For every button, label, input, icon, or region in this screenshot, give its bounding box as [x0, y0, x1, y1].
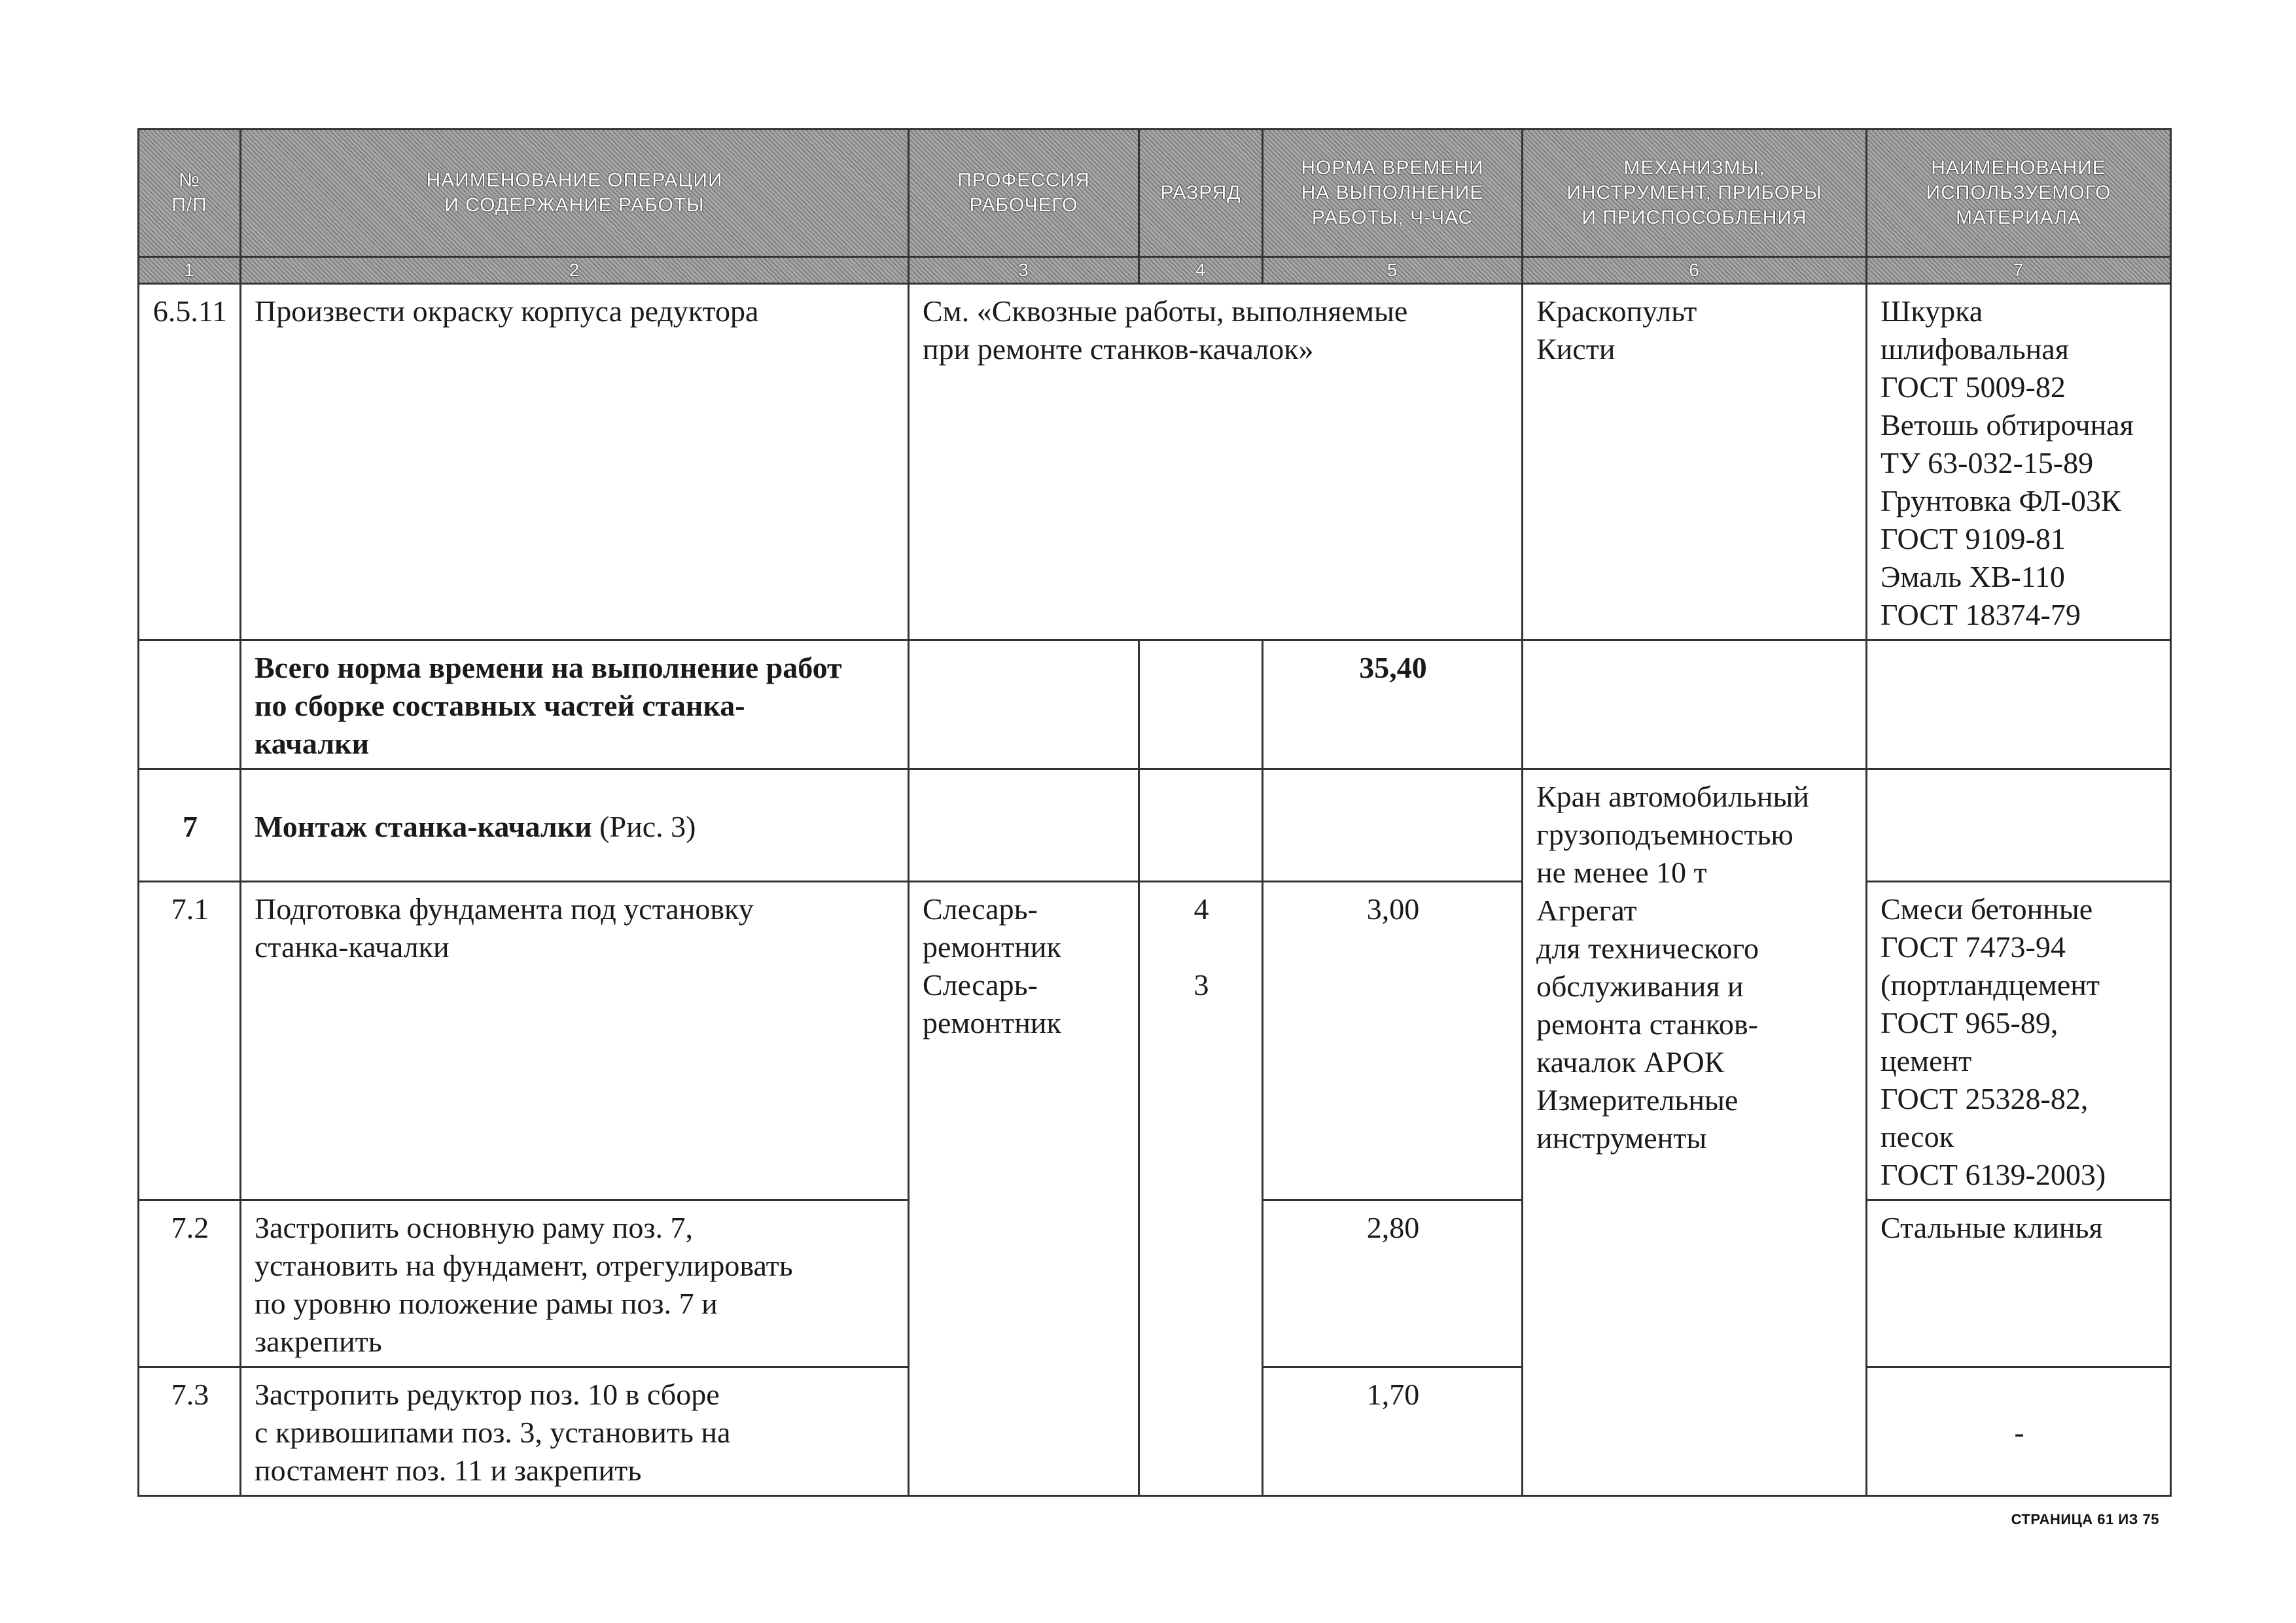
operation-name: Застропить редуктор поз. 10 в сборе с кривошипами поз. 3, установить на постамент поз. 11 и закрепить	[241, 1367, 909, 1496]
header-col-operation: НАИМЕНОВАНИЕ ОПЕРАЦИИ И СОДЕРЖАНИЕ РАБОТЫ	[241, 130, 909, 257]
norm-value: 2,80	[1263, 1200, 1523, 1367]
column-number: 3	[909, 257, 1139, 284]
row-number: 7.2	[139, 1200, 241, 1367]
empty-cell	[1139, 640, 1263, 769]
reference-note: См. «Сквозные работы, выполняемые при ремонте станков-качалок»	[909, 284, 1523, 640]
total-norm-value: 35,40	[1263, 640, 1523, 769]
section-title	[241, 769, 909, 882]
row-number: 6.5.11	[139, 284, 241, 640]
table-row	[139, 882, 2171, 1200]
section-title-bold: Монтаж станка-качалки	[255, 809, 592, 843]
column-number: 6	[1523, 257, 1867, 284]
header-col-norm: НОРМА ВРЕМЕНИ НА ВЫПОЛНЕНИЕ РАБОТЫ, Ч-ЧАС	[1263, 130, 1523, 257]
materials-cell: -	[1867, 1367, 2171, 1496]
section-title-suffix: (Рис. 3)	[592, 809, 696, 843]
row-number: 7.1	[139, 882, 241, 1200]
section-number: 7	[139, 769, 241, 882]
empty-cell	[909, 640, 1139, 769]
table-header-row	[139, 130, 2171, 257]
row-number-empty	[139, 640, 241, 769]
row-number: 7.3	[139, 1367, 241, 1496]
materials-cell: Шкурка шлифовальная ГОСТ 5009-82 Ветошь обтирочная ТУ 63-032-15-89 Грунтовка ФЛ-03К ГОСТ 9109-81 Эмаль ХВ-110 ГОСТ 18374-79	[1867, 284, 2171, 640]
column-number: 2	[241, 257, 909, 284]
grade-cell: 4 3	[1139, 882, 1263, 1496]
operation-name: Произвести окраску корпуса редуктора	[241, 284, 909, 640]
header-col-grade: РАЗРЯД	[1139, 130, 1263, 257]
header-col-profession: ПРОФЕССИЯ РАБОЧЕГО	[909, 130, 1139, 257]
profession-cell: Слесарь- ремонтник Слесарь- ремонтник	[909, 882, 1139, 1496]
total-row	[139, 640, 2171, 769]
column-number: 1	[139, 257, 241, 284]
operations-table	[137, 128, 2172, 1497]
empty-cell	[909, 769, 1139, 882]
header-col-tools: МЕХАНИЗМЫ, ИНСТРУМЕНТ, ПРИБОРЫ И ПРИСПОСОБЛЕНИЯ	[1523, 130, 1867, 257]
column-number-row	[139, 257, 2171, 284]
materials-cell: Стальные клинья	[1867, 1200, 2171, 1367]
page-number: СТРАНИЦА 61 ИЗ 75	[2011, 1511, 2159, 1527]
column-number: 7	[1867, 257, 2171, 284]
tools-cell: Кран автомобильный грузоподъемностью не менее 10 т Агрегат для технического обслуживания и ремонта станков- качалок АРОК Измерительные инструменты	[1523, 769, 1867, 1496]
header-col-number: № П/П	[139, 130, 241, 257]
total-label: Всего норма времени на выполнение работ по сборке составных частей станка- качалки	[241, 640, 909, 769]
operation-name: Застропить основную раму поз. 7, установить на фундамент, отрегулировать по уровню положение рамы поз. 7 и закрепить	[241, 1200, 909, 1367]
empty-cell	[1139, 769, 1263, 882]
column-number: 4	[1139, 257, 1263, 284]
empty-cell	[1263, 769, 1523, 882]
empty-cell	[1523, 640, 1867, 769]
operation-name: Подготовка фундамента под установку станка-качалки	[241, 882, 909, 1200]
table-row	[139, 284, 2171, 640]
tools-cell: Краскопульт Кисти	[1523, 284, 1867, 640]
empty-cell	[1867, 640, 2171, 769]
materials-cell: Смеси бетонные ГОСТ 7473-94 (портландцемент ГОСТ 965-89, цемент ГОСТ 25328-82, песок ГОСТ 6139-2003)	[1867, 882, 2171, 1200]
norm-value: 1,70	[1263, 1367, 1523, 1496]
empty-cell	[1867, 769, 2171, 882]
header-col-materials: НАИМЕНОВАНИЕ ИСПОЛЬЗУЕМОГО МАТЕРИАЛА	[1867, 130, 2171, 257]
section-row	[139, 769, 2171, 882]
norm-value: 3,00	[1263, 882, 1523, 1200]
column-number: 5	[1263, 257, 1523, 284]
